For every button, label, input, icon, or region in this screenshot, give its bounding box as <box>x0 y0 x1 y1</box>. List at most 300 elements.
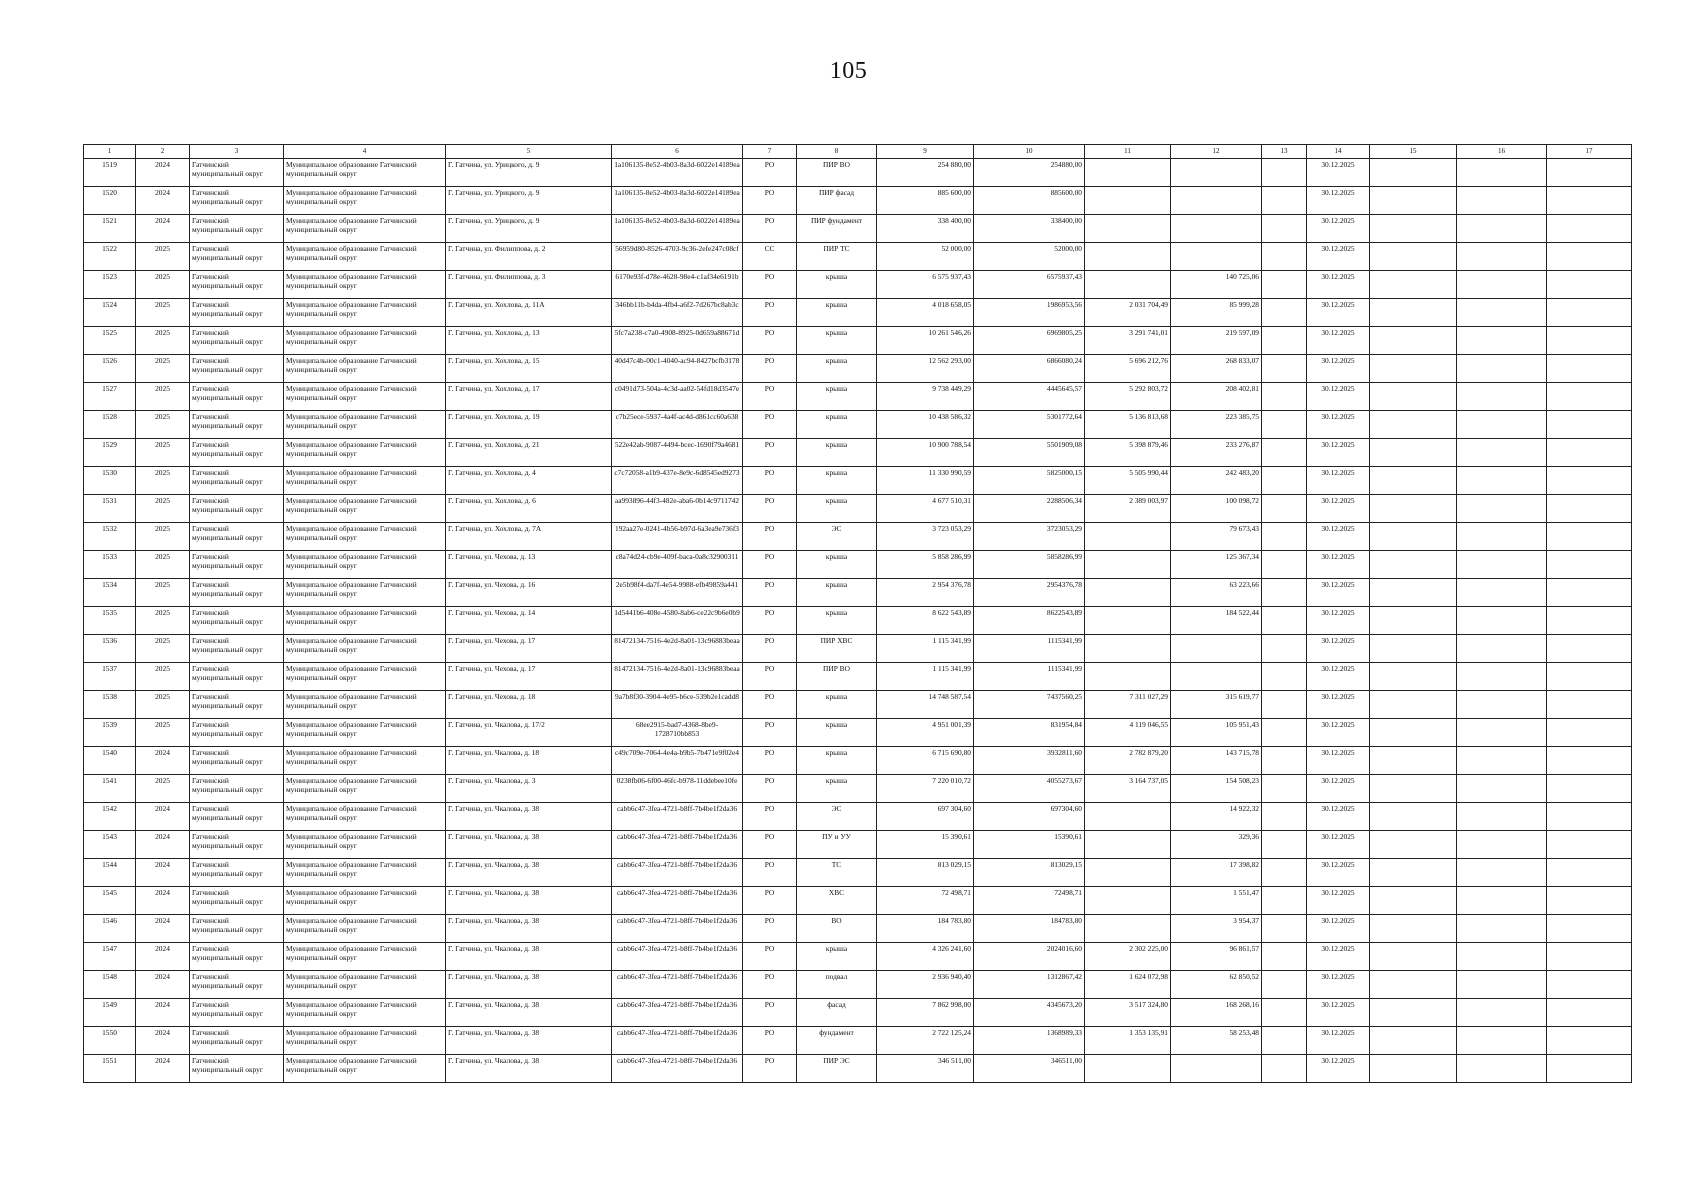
table-cell: 154 508,23 <box>1171 775 1262 803</box>
table-cell: РО <box>743 523 797 551</box>
table-cell: РО <box>743 747 797 775</box>
table-cell <box>1262 635 1307 663</box>
table-row <box>84 831 1632 859</box>
table-cell: 1 115 341,99 <box>877 663 974 691</box>
table-cell: РО <box>743 1027 797 1055</box>
table-cell <box>1457 551 1547 579</box>
table-cell: Гатчинский муниципальный округ <box>190 215 284 243</box>
table-row <box>84 355 1632 383</box>
table-cell <box>1262 775 1307 803</box>
table-cell: c8a74d24-cb9e-409f-baca-0a8c32900311 <box>612 551 743 579</box>
table-cell: Муниципальное образование Гатчинский муниципальный округ <box>284 971 446 999</box>
table-cell: 6575937,43 <box>974 271 1085 299</box>
column-header: 14 <box>1307 145 1370 159</box>
table-cell: 30.12.2025 <box>1307 467 1370 495</box>
table-cell: Г. Гатчина, ул. Чкалова, д. 17/2 <box>446 719 612 747</box>
table-cell: 2024 <box>136 971 190 999</box>
table-cell <box>1547 719 1632 747</box>
table-cell: 1546 <box>84 915 136 943</box>
table-cell <box>1370 439 1457 467</box>
column-header: 6 <box>612 145 743 159</box>
table-cell: ПИР ХВС <box>797 635 877 663</box>
table-cell: 1520 <box>84 187 136 215</box>
table-cell: 1d5441b6-408e-4580-8ab6-ce22c9b6e0b9 <box>612 607 743 635</box>
table-cell <box>1457 887 1547 915</box>
table-cell: Г. Гатчина, ул. Чкалова, д. 38 <box>446 1055 612 1083</box>
table-row <box>84 215 1632 243</box>
table-cell: 2954376,78 <box>974 579 1085 607</box>
table-cell: Гатчинский муниципальный округ <box>190 467 284 495</box>
table-cell: Муниципальное образование Гатчинский муниципальный округ <box>284 271 446 299</box>
table-cell <box>1457 803 1547 831</box>
table-row <box>84 243 1632 271</box>
table-cell: Муниципальное образование Гатчинский муниципальный округ <box>284 215 446 243</box>
table-cell: 2024 <box>136 943 190 971</box>
table-cell: Муниципальное образование Гатчинский муниципальный округ <box>284 243 446 271</box>
table-cell <box>1457 327 1547 355</box>
table-row <box>84 411 1632 439</box>
table-cell <box>1085 663 1171 691</box>
table-cell: 2025 <box>136 299 190 327</box>
table-cell: Муниципальное образование Гатчинский муниципальный округ <box>284 915 446 943</box>
table-cell: Муниципальное образование Гатчинский муниципальный округ <box>284 411 446 439</box>
table-cell <box>1262 271 1307 299</box>
table-row <box>84 803 1632 831</box>
table-cell <box>1262 999 1307 1027</box>
table-cell: 2024 <box>136 1027 190 1055</box>
table-cell <box>1262 663 1307 691</box>
table-cell: 1521 <box>84 215 136 243</box>
table-cell: 268 833,07 <box>1171 355 1262 383</box>
table-cell: крыша <box>797 383 877 411</box>
table-cell: 346 511,00 <box>877 1055 974 1083</box>
table-cell: 1523 <box>84 271 136 299</box>
table-cell: 2 031 704,49 <box>1085 299 1171 327</box>
table-row <box>84 495 1632 523</box>
table-cell <box>1262 243 1307 271</box>
table-cell: 346511,00 <box>974 1055 1085 1083</box>
table-cell <box>1085 579 1171 607</box>
table-cell <box>1457 243 1547 271</box>
table-cell: Г. Гатчина, ул. Чкалова, д. 38 <box>446 831 612 859</box>
table-cell: 1544 <box>84 859 136 887</box>
table-cell: cabb6c47-3fea-4721-b8ff-7b4be1f2da36 <box>612 1027 743 1055</box>
table-cell: 4345673,20 <box>974 999 1085 1027</box>
table-cell: Гатчинский муниципальный округ <box>190 523 284 551</box>
table-cell: Гатчинский муниципальный округ <box>190 663 284 691</box>
table-cell: фасад <box>797 999 877 1027</box>
table-cell: 2024 <box>136 887 190 915</box>
table-cell: 62 850,52 <box>1171 971 1262 999</box>
table-cell: 1 551,47 <box>1171 887 1262 915</box>
table-cell: 2024 <box>136 859 190 887</box>
table-cell <box>1547 523 1632 551</box>
table-cell: крыша <box>797 495 877 523</box>
table-cell: Муниципальное образование Гатчинский муниципальный округ <box>284 719 446 747</box>
table-cell <box>1171 243 1262 271</box>
table-cell: 2025 <box>136 243 190 271</box>
table-cell <box>1457 663 1547 691</box>
table-cell <box>1370 243 1457 271</box>
table-cell: 4 677 510,31 <box>877 495 974 523</box>
table-cell <box>1547 887 1632 915</box>
table-cell: 30.12.2025 <box>1307 887 1370 915</box>
table-cell: 254880,00 <box>974 159 1085 187</box>
table-cell: 1550 <box>84 1027 136 1055</box>
table-cell: 6866080,24 <box>974 355 1085 383</box>
table-cell: Г. Гатчина, ул. Хохлова, д. 13 <box>446 327 612 355</box>
table-cell <box>1370 943 1457 971</box>
table-cell: РО <box>743 971 797 999</box>
table-cell: Гатчинский муниципальный округ <box>190 775 284 803</box>
table-cell: 6 715 690,80 <box>877 747 974 775</box>
table-cell <box>1547 355 1632 383</box>
table-cell: 2024 <box>136 159 190 187</box>
table-cell: 1115341,99 <box>974 663 1085 691</box>
table-cell <box>1547 803 1632 831</box>
table-cell: 6 575 937,43 <box>877 271 974 299</box>
table-cell: c49c709e-7064-4e4a-b9b5-7b471e9f02e4 <box>612 747 743 775</box>
table-cell: 9 738 449,29 <box>877 383 974 411</box>
table-cell: 30.12.2025 <box>1307 439 1370 467</box>
table-cell: 2024016,60 <box>974 943 1085 971</box>
table-row <box>84 467 1632 495</box>
table-cell: РО <box>743 299 797 327</box>
table-cell: 5 136 813,68 <box>1085 411 1171 439</box>
table-row <box>84 1027 1632 1055</box>
table-cell: 52000,00 <box>974 243 1085 271</box>
table-cell: 30.12.2025 <box>1307 915 1370 943</box>
column-header: 16 <box>1457 145 1547 159</box>
table-cell <box>1171 635 1262 663</box>
table-cell: СС <box>743 243 797 271</box>
table-row <box>84 607 1632 635</box>
table-cell: 1528 <box>84 411 136 439</box>
table-cell: 1525 <box>84 327 136 355</box>
table-cell <box>1457 775 1547 803</box>
table-cell: 1535 <box>84 607 136 635</box>
table-cell: РО <box>743 663 797 691</box>
table-cell <box>1370 915 1457 943</box>
table-cell: 7 220 010,72 <box>877 775 974 803</box>
table-cell: Гатчинский муниципальный округ <box>190 243 284 271</box>
table-cell: 2025 <box>136 523 190 551</box>
table-row <box>84 663 1632 691</box>
table-cell: 30.12.2025 <box>1307 187 1370 215</box>
table-cell: 4 951 001,39 <box>877 719 974 747</box>
table-cell: 3 164 737,05 <box>1085 775 1171 803</box>
table-cell: 30.12.2025 <box>1307 859 1370 887</box>
column-header: 8 <box>797 145 877 159</box>
table-row <box>84 691 1632 719</box>
table-cell: 3 291 741,01 <box>1085 327 1171 355</box>
table-cell <box>1262 383 1307 411</box>
table-cell: Г. Гатчина, ул. Чкалова, д. 38 <box>446 859 612 887</box>
table-cell: 2024 <box>136 187 190 215</box>
table-cell: 1547 <box>84 943 136 971</box>
table-cell <box>1085 887 1171 915</box>
table-cell <box>1370 663 1457 691</box>
table-cell <box>1547 1055 1632 1083</box>
table-cell: 72498,71 <box>974 887 1085 915</box>
table-cell <box>1370 971 1457 999</box>
table-cell: 14 748 587,54 <box>877 691 974 719</box>
table-cell: Г. Гатчина, ул. Чкалова, д. 38 <box>446 943 612 971</box>
table-cell: Г. Гатчина, ул. Чехова, д. 16 <box>446 579 612 607</box>
table-cell: РО <box>743 551 797 579</box>
table-cell: 10 261 546,26 <box>877 327 974 355</box>
table-cell: 697304,60 <box>974 803 1085 831</box>
table-cell: 208 402,81 <box>1171 383 1262 411</box>
table-cell: 72 498,71 <box>877 887 974 915</box>
table-cell: Муниципальное образование Гатчинский муниципальный округ <box>284 1055 446 1083</box>
table-cell: 5858286,99 <box>974 551 1085 579</box>
column-header: 12 <box>1171 145 1262 159</box>
table-cell: 30.12.2025 <box>1307 775 1370 803</box>
table-cell <box>1457 355 1547 383</box>
table-cell: 168 268,16 <box>1171 999 1262 1027</box>
table-cell <box>1370 187 1457 215</box>
column-header: 11 <box>1085 145 1171 159</box>
table-cell: Гатчинский муниципальный округ <box>190 747 284 775</box>
table-row <box>84 859 1632 887</box>
table-cell: cabb6c47-3fea-4721-b8ff-7b4be1f2da36 <box>612 859 743 887</box>
table-cell <box>1547 971 1632 999</box>
table-cell: 15 390,61 <box>877 831 974 859</box>
table-cell: aa993896-44f3-482e-aba6-0b14c9711742 <box>612 495 743 523</box>
table-cell: Гатчинский муниципальный округ <box>190 439 284 467</box>
table-row <box>84 327 1632 355</box>
table-cell: Г. Гатчина, ул. Чкалова, д. 3 <box>446 775 612 803</box>
table-cell: 30.12.2025 <box>1307 243 1370 271</box>
table-cell: 17 398,82 <box>1171 859 1262 887</box>
table-cell: 2025 <box>136 439 190 467</box>
table-cell: крыша <box>797 691 877 719</box>
table-cell: Гатчинский муниципальный округ <box>190 971 284 999</box>
table-cell <box>1171 1055 1262 1083</box>
table-cell: Г. Гатчина, ул. Хохлова, д. 11А <box>446 299 612 327</box>
table-cell: подвал <box>797 971 877 999</box>
table-cell: Г. Гатчина, ул. Урицкого, д. 9 <box>446 215 612 243</box>
table-row <box>84 271 1632 299</box>
table-cell: 315 619,77 <box>1171 691 1262 719</box>
table-cell: Г. Гатчина, ул. Чехова, д. 18 <box>446 691 612 719</box>
table-cell: 1531 <box>84 495 136 523</box>
table-cell: 1533 <box>84 551 136 579</box>
table-cell <box>1457 495 1547 523</box>
table-cell: 1549 <box>84 999 136 1027</box>
table-cell: Муниципальное образование Гатчинский муниципальный округ <box>284 523 446 551</box>
table-cell: Муниципальное образование Гатчинский муниципальный округ <box>284 663 446 691</box>
table-cell: Г. Гатчина, ул. Филиппова, д. 2 <box>446 243 612 271</box>
table-cell: РО <box>743 327 797 355</box>
table-cell: 15390,61 <box>974 831 1085 859</box>
table-cell: 2024 <box>136 1055 190 1083</box>
table-cell <box>1085 607 1171 635</box>
table-cell: РО <box>743 495 797 523</box>
table-row <box>84 719 1632 747</box>
table-cell: 5 696 212,76 <box>1085 355 1171 383</box>
table-cell: 30.12.2025 <box>1307 719 1370 747</box>
table-cell: 813 029,15 <box>877 859 974 887</box>
table-cell: Г. Гатчина, ул. Чкалова, д. 38 <box>446 971 612 999</box>
table-cell: крыша <box>797 327 877 355</box>
table-cell: 2025 <box>136 355 190 383</box>
table-cell: РО <box>743 383 797 411</box>
table-cell <box>1547 271 1632 299</box>
table-cell: 7437560,25 <box>974 691 1085 719</box>
table-cell: ПИР ВО <box>797 663 877 691</box>
table-cell <box>1262 187 1307 215</box>
table-cell: 100 098,72 <box>1171 495 1262 523</box>
table-cell: 2025 <box>136 691 190 719</box>
table-cell: 5301772,64 <box>974 411 1085 439</box>
table-cell: Г. Гатчина, ул. Чкалова, д. 38 <box>446 1027 612 1055</box>
table-cell <box>1085 271 1171 299</box>
table-cell: РО <box>743 215 797 243</box>
table-cell: 30.12.2025 <box>1307 831 1370 859</box>
table-cell: ПИР фундамент <box>797 215 877 243</box>
table-cell <box>1457 943 1547 971</box>
table-cell <box>1547 691 1632 719</box>
table-cell <box>1370 271 1457 299</box>
table-cell <box>1085 551 1171 579</box>
table-cell <box>1370 887 1457 915</box>
table-cell: РО <box>743 355 797 383</box>
table-cell: cabb6c47-3fea-4721-b8ff-7b4be1f2da36 <box>612 803 743 831</box>
table-cell: Муниципальное образование Гатчинский муниципальный округ <box>284 467 446 495</box>
table-cell <box>1547 495 1632 523</box>
table-cell: Г. Гатчина, ул. Хохлова, д. 17 <box>446 383 612 411</box>
table-cell: Муниципальное образование Гатчинский муниципальный округ <box>284 551 446 579</box>
table-cell <box>1370 803 1457 831</box>
table-cell <box>1370 635 1457 663</box>
column-header: 15 <box>1370 145 1457 159</box>
table-cell: Г. Гатчина, ул. Хохлова, д. 4 <box>446 467 612 495</box>
table-cell <box>1370 1027 1457 1055</box>
table-row <box>84 775 1632 803</box>
table-cell <box>1457 439 1547 467</box>
table-cell: Гатчинский муниципальный округ <box>190 299 284 327</box>
table-cell: 223 385,75 <box>1171 411 1262 439</box>
table-cell <box>1547 775 1632 803</box>
table-cell: 7 311 027,29 <box>1085 691 1171 719</box>
table-cell: Гатчинский муниципальный округ <box>190 411 284 439</box>
table-cell <box>1547 187 1632 215</box>
column-header: 1 <box>84 145 136 159</box>
table-cell: 184 783,80 <box>877 915 974 943</box>
table-cell: ЭС <box>797 803 877 831</box>
table-cell: 30.12.2025 <box>1307 495 1370 523</box>
table-cell: Г. Гатчина, ул. Чехова, д. 14 <box>446 607 612 635</box>
table-cell <box>1457 859 1547 887</box>
table-cell: 1 624 072,98 <box>1085 971 1171 999</box>
table-cell: 338400,00 <box>974 215 1085 243</box>
table-cell: 2024 <box>136 999 190 1027</box>
column-header: 2 <box>136 145 190 159</box>
table-cell <box>1457 747 1547 775</box>
table-cell: ПИР ЭС <box>797 1055 877 1083</box>
table-row <box>84 1055 1632 1083</box>
table-cell: РО <box>743 159 797 187</box>
column-header: 4 <box>284 145 446 159</box>
table-cell: Муниципальное образование Гатчинский муниципальный округ <box>284 831 446 859</box>
table-cell: Гатчинский муниципальный округ <box>190 551 284 579</box>
table-cell: 30.12.2025 <box>1307 747 1370 775</box>
table-cell: Муниципальное образование Гатчинский муниципальный округ <box>284 579 446 607</box>
table-cell <box>1262 803 1307 831</box>
table-cell: Г. Гатчина, ул. Урицкого, д. 9 <box>446 159 612 187</box>
table-row <box>84 915 1632 943</box>
table-cell: Г. Гатчина, ул. Хохлова, д. 7А <box>446 523 612 551</box>
table-cell: Г. Гатчина, ул. Хохлова, д. 15 <box>446 355 612 383</box>
table-cell <box>1262 467 1307 495</box>
table-cell <box>1370 859 1457 887</box>
table-cell: РО <box>743 803 797 831</box>
table-cell: Муниципальное образование Гатчинский муниципальный округ <box>284 159 446 187</box>
table-cell: Гатчинский муниципальный округ <box>190 915 284 943</box>
table-cell: Гатчинский муниципальный округ <box>190 495 284 523</box>
table-cell: 4 326 241,60 <box>877 943 974 971</box>
table-cell: Гатчинский муниципальный округ <box>190 719 284 747</box>
table-cell: Муниципальное образование Гатчинский муниципальный округ <box>284 999 446 1027</box>
table-cell: Муниципальное образование Гатчинский муниципальный округ <box>284 803 446 831</box>
table-cell <box>1370 355 1457 383</box>
table-cell: 2025 <box>136 607 190 635</box>
registry-table <box>83 144 1632 1083</box>
table-cell: 2024 <box>136 215 190 243</box>
table-cell: Гатчинский муниципальный округ <box>190 1055 284 1083</box>
table-cell <box>1547 943 1632 971</box>
table-cell <box>1547 831 1632 859</box>
table-cell: 58 253,48 <box>1171 1027 1262 1055</box>
table-cell: 1527 <box>84 383 136 411</box>
table-cell: 1986953,56 <box>974 299 1085 327</box>
table-cell: РО <box>743 775 797 803</box>
table-cell: Муниципальное образование Гатчинский муниципальный округ <box>284 747 446 775</box>
table-cell: Гатчинский муниципальный округ <box>190 327 284 355</box>
table-cell: 885 600,00 <box>877 187 974 215</box>
table-cell: РО <box>743 719 797 747</box>
table-cell <box>1547 243 1632 271</box>
table-cell: 2025 <box>136 327 190 355</box>
table-cell: Гатчинский муниципальный округ <box>190 831 284 859</box>
table-cell: 85 999,28 <box>1171 299 1262 327</box>
table-row <box>84 747 1632 775</box>
table-cell: 1534 <box>84 579 136 607</box>
table-cell <box>1457 299 1547 327</box>
table-cell: Муниципальное образование Гатчинский муниципальный округ <box>284 439 446 467</box>
table-cell <box>1547 159 1632 187</box>
table-cell: 6170e93f-d78e-4628-98e4-c1af34e6191b <box>612 271 743 299</box>
table-cell: крыша <box>797 551 877 579</box>
table-cell: Муниципальное образование Гатчинский муниципальный округ <box>284 635 446 663</box>
table-cell: 30.12.2025 <box>1307 523 1370 551</box>
table-cell: 30.12.2025 <box>1307 971 1370 999</box>
table-cell: 831954,84 <box>974 719 1085 747</box>
table-cell <box>1262 355 1307 383</box>
table-cell <box>1262 551 1307 579</box>
table-cell: Г. Гатчина, ул. Чкалова, д. 38 <box>446 915 612 943</box>
table-row <box>84 299 1632 327</box>
table-cell <box>1370 551 1457 579</box>
table-cell: 0238fb06-6f00-46fc-b978-11ddebee10fe <box>612 775 743 803</box>
table-cell: 2 954 376,78 <box>877 579 974 607</box>
table-cell: Г. Гатчина, ул. Чехова, д. 13 <box>446 551 612 579</box>
table-cell: 52 000,00 <box>877 243 974 271</box>
table-cell <box>1085 831 1171 859</box>
table-cell: Г. Гатчина, ул. Филиппова, д. 3 <box>446 271 612 299</box>
